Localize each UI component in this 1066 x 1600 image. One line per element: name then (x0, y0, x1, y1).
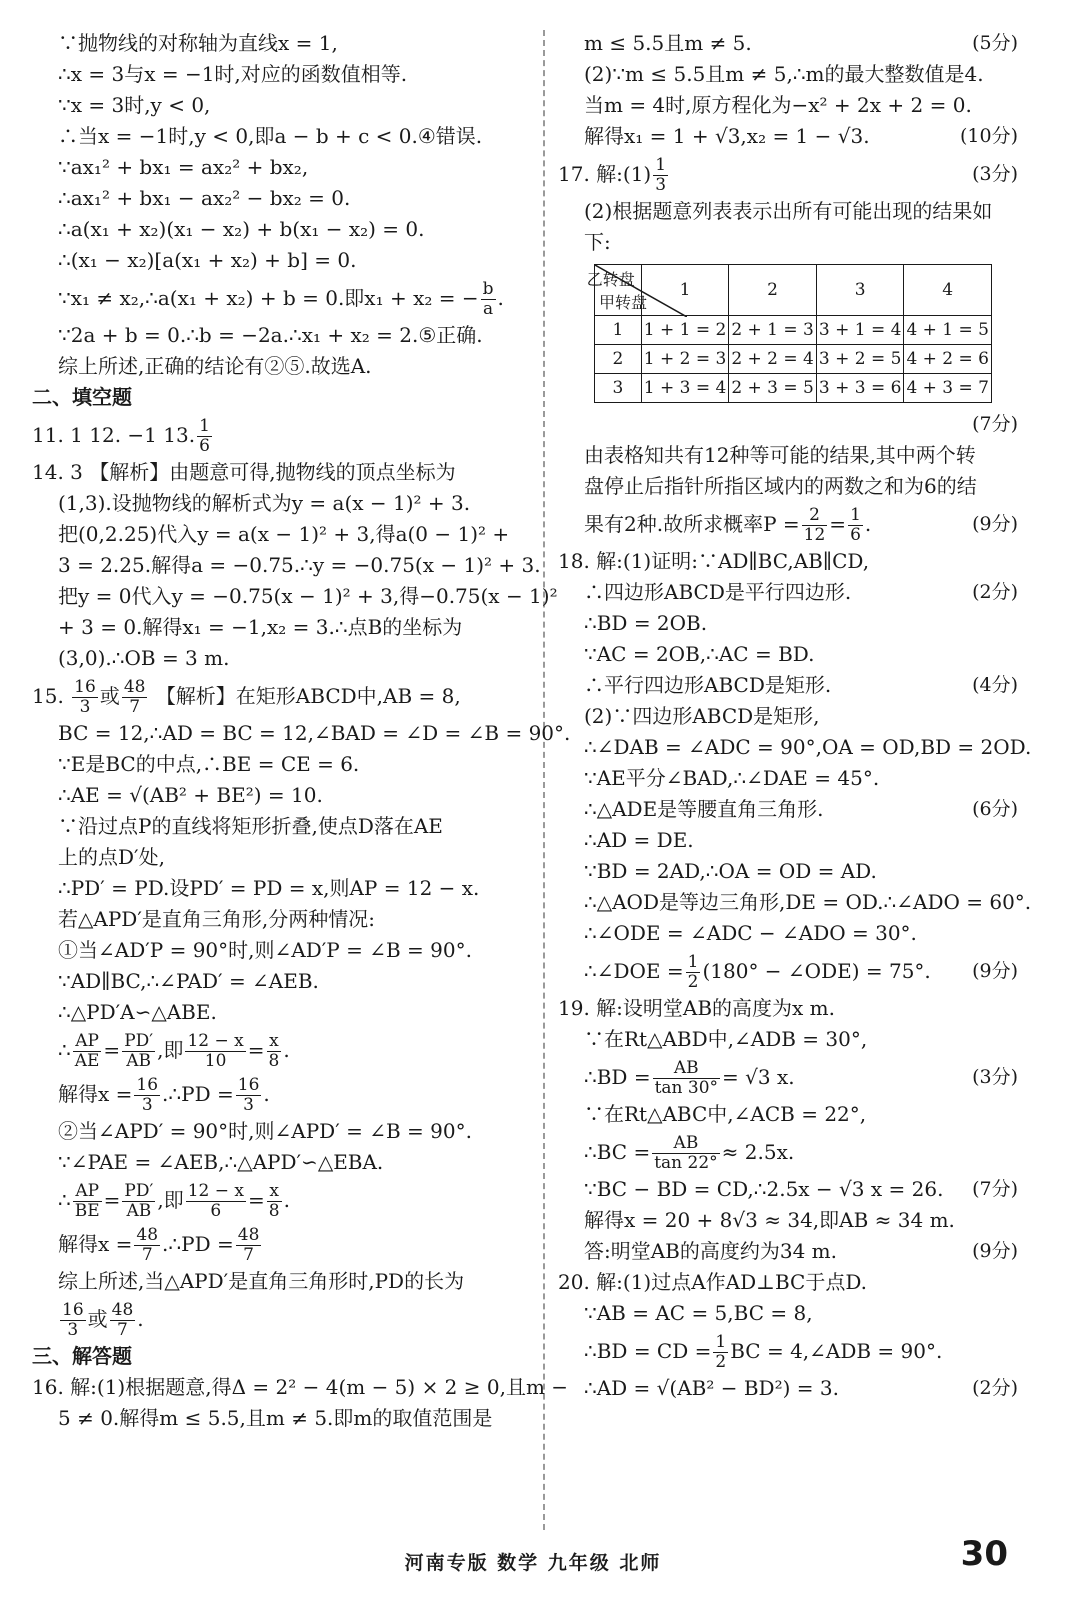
table-cell: 1 + 3 = 4 (641, 374, 729, 403)
formula-line: 解得x = $\frac{16}{3}$ .∴PD = $\frac{16}{3}$ . (58, 1075, 270, 1115)
fraction: $\frac{16}{3}$ (136, 1075, 159, 1115)
text-line: 盘停止后指针所指区域内的两数之和为6的结 (584, 474, 977, 498)
text-line: 上的点D′处, (58, 845, 165, 869)
page-footer: 河南专版 数学 九年级 北师 (404, 1552, 662, 1574)
text-line: ∴AE = √(AB² + BE²) = 10. (58, 783, 323, 807)
table-cell: 3 + 1 = 4 (816, 316, 904, 345)
formula-line: ∴∠DOE = $\frac{1}{2}$ (180° − ∠ODE) = 75°. (9分) (558, 949, 1018, 993)
formula-line: ∴ $\frac{AP}{AE}$ = $\frac{PD'}{AB}$ ,即 $\frac{12 - x}{10}$ = $\frac{x}{8}$ . (58, 1031, 290, 1071)
table-col-header: 3 (816, 265, 904, 316)
fraction: $\frac{PD'}{AB}$ (124, 1181, 154, 1221)
text-line: 20. 解:(1)过点A作AD⊥BC于点D. (558, 1270, 868, 1294)
fraction: $\frac{AB}{\tan 22^\circ}$ (654, 1133, 718, 1173)
text-line: ①当∠AD′P = 90°时,则∠AD′P = ∠B = 90°. (58, 938, 472, 962)
text-line: (2)∵m ≤ 5.5且m ≠ 5,∴m的最大整数值是4. (584, 62, 984, 86)
table-cell: 3 + 2 = 5 (816, 345, 904, 374)
text-line: ∵在Rt△ABD中,∠ADB = 30°, (584, 1027, 868, 1051)
table-cell: 1 + 2 = 3 (641, 345, 729, 374)
fraction: $\frac{16}{3}$ (74, 677, 96, 717)
text-line: ∴ax₁² + bx₁ − ax₂² − bx₂ = 0. (58, 186, 351, 210)
formula-line: ∴ $\frac{AP}{BE}$ = $\frac{PD'}{AB}$ ,即 $\frac{12 - x}{6}$ = $\frac{x}{8}$ . (58, 1181, 290, 1221)
formula-line: $\frac{16}{3}$ 或 $\frac{48}{7}$ . (62, 1300, 144, 1340)
fraction: $\frac{1}{6}$ (850, 505, 861, 545)
right-column (558, 28, 1032, 1404)
text-line: m ≤ 5.5且m ≠ 5. (5分) (558, 28, 1018, 59)
text-line: 若△APD′是直角三角形,分两种情况: (58, 907, 375, 931)
score: (9分) (972, 513, 1018, 535)
text-line: 综上所述,当△APD′是直角三角形时,PD的长为 (58, 1269, 465, 1293)
line-text: ∵x₁ ≠ x₂,∴a(x₁ + x₂) + b = 0.即x₁ + x₂ = − (58, 286, 479, 310)
score: (3分) (972, 1066, 1018, 1088)
score: (6分) (972, 798, 1018, 820)
text-line: 19. 解:设明堂AB的高度为x m. (558, 996, 836, 1020)
table-cell: 3 + 3 = 6 (816, 374, 904, 403)
text-line: 综上所述,正确的结论有②⑤.故选A. (58, 354, 372, 378)
text-line: ∵沿过点P的直线将矩形折叠,使点D落在AE (58, 814, 443, 838)
text-line: 由表格知共有12种等可能的结果,其中两个转 (584, 443, 976, 467)
text-line: ∴当x = −1时,y < 0,即a − b + c < 0.④错误. (58, 124, 483, 148)
text-line: 解得x = 20 + 8√3 ≈ 34,即AB ≈ 34 m. (584, 1208, 955, 1232)
formula-line: 解得x = $\frac{48}{7}$ .∴PD = $\frac{48}{7}$ (58, 1225, 260, 1265)
left-column (32, 28, 571, 1434)
text-line: 解得x₁ = 1 + √3,x₂ = 1 − √3. (10分) (558, 121, 1018, 152)
fraction: $\frac{x}{8}$ (268, 1031, 280, 1071)
fraction: $\frac{b}{a}$ (482, 279, 494, 319)
fraction: $\frac{x}{8}$ (268, 1181, 280, 1221)
score: (10分) (959, 125, 1018, 147)
text-line: (3,0).∴OB = 3 m. (58, 646, 230, 670)
answer-line: 15. $\frac{16}{3}$ 或 $\frac{48}{7}$ 【解析】在矩形ABCD中,AB = 8, (32, 677, 461, 717)
text-line: ∴∠DAB = ∠ADC = 90°,OA = OD,BD = 2OD. (584, 735, 1032, 759)
fraction: $\frac{1}{2}$ (687, 952, 699, 992)
text-line: ∵ax₁² + bx₁ = ax₂² + bx₂, (58, 155, 309, 179)
table-row (595, 316, 992, 345)
fraction: $\frac{12 - x}{6}$ (187, 1181, 244, 1221)
fraction: $\frac{48}{7}$ (111, 1300, 134, 1340)
text-line: ∴AD = DE. (584, 828, 694, 852)
fraction: $\frac{1}{3}$ (655, 155, 667, 195)
text-line: ∴(x₁ − x₂)[a(x₁ + x₂) + b] = 0. (58, 248, 357, 272)
text-line: (2)根据题意列表表示出所有可能出现的结果如下: (584, 199, 993, 254)
text-line: ∵∠PAE = ∠AEB,∴△APD′∽△EBA. (58, 1150, 384, 1174)
text-line: ∵E是BC的中点,∴BE = CE = 6. (58, 752, 360, 776)
fraction: $\frac{PD'}{AB}$ (124, 1031, 154, 1071)
text-line: ∵AC = 2OB,∴AC = BD. (584, 642, 815, 666)
text-line: 答:明堂AB的高度约为34 m. (9分) (558, 1236, 1018, 1267)
text-line: 18. 解:(1)证明:∵AD∥BC,AB∥CD, (558, 549, 870, 573)
fraction: $\frac{16}{3}$ (237, 1075, 260, 1115)
table-row-header: 3 (595, 374, 642, 403)
text-line: ∴△PD′A∽△ABE. (58, 1000, 217, 1024)
table-col-header: 2 (729, 265, 817, 316)
text-line: ∵AD∥BC,∴∠PAD′ = ∠AEB. (58, 969, 319, 993)
text-line: ∵x₁ ≠ x₂,∴a(x₁ + x₂) + b = 0.即x₁ + x₂ = − $\frac{b}{a}$ . (58, 279, 504, 319)
text-line: ∴BD = 2OB. (584, 611, 708, 635)
text-line: 把y = 0代入y = −0.75(x − 1)² + 3,得−0.75(x − 1)² (58, 584, 558, 608)
table-row (595, 374, 992, 403)
text-line: BC = 12,∴AD = BC = 12,∠BAD = ∠D = ∠B = 90°. (58, 721, 571, 745)
text-line: ∴x = 3与x = −1时,对应的函数值相等. (58, 62, 408, 86)
table-row (595, 345, 992, 374)
text-line: ∴a(x₁ + x₂)(x₁ − x₂) + b(x₁ − x₂) = 0. (58, 217, 425, 241)
text-line: 5 ≠ 0.解得m ≤ 5.5,且m ≠ 5.即m的取值范围是 (58, 1406, 493, 1430)
question-18 (558, 546, 1032, 949)
score: (7分) (972, 1178, 1018, 1200)
fraction: $\frac{48}{7}$ (237, 1225, 260, 1265)
score: (2分) (972, 1377, 1018, 1399)
text-line: (2)∵四边形ABCD是矩形, (584, 704, 820, 728)
table-col-header: 4 (904, 265, 992, 316)
text-line: ∵BD = 2AD,∴OA = OD = AD. (584, 859, 877, 883)
text-line: ∴PD′ = PD.设PD′ = PD = x,则AP = 12 − x. (58, 876, 480, 900)
table-col-header: 1 (641, 265, 729, 316)
table-row-header: 2 (595, 345, 642, 374)
text-line: ②当∠APD′ = 90°时,则∠APD′ = ∠B = 90°. (58, 1119, 472, 1143)
section-heading: 二、填空题 (32, 385, 132, 409)
formula-line: ∴BD = $\frac{AB}{\tan 30^\circ}$ = √3 x. (3分) (558, 1055, 1018, 1099)
formula-line: ∴BC = $\frac{AB}{\tan 22^\circ}$ ≈ 2.5x. (584, 1133, 795, 1173)
fraction: $\frac{48}{7}$ (136, 1225, 159, 1265)
fraction: $\frac{16}{3}$ (62, 1300, 84, 1340)
formula-line: 果有2种.故所求概率P = $\frac{2}{12}$ = $\frac{1}{6}$ . (9分) (558, 502, 1018, 546)
table-cell: 2 + 2 = 4 (729, 345, 817, 374)
fraction: $\frac{2}{12}$ (803, 505, 826, 545)
score: (2分) (972, 581, 1018, 603)
score: (9分) (972, 960, 1018, 982)
table-corner: 乙转盘 甲转盘 (595, 265, 642, 316)
text-line: (1,3).设抛物线的解析式为y = a(x − 1)² + 3. (58, 491, 471, 515)
text-line: ∴AD = √(AB² − BD²) = 3. (2分) (558, 1373, 1018, 1404)
score: (3分) (972, 163, 1018, 185)
text-line: ∵AE平分∠BAD,∴∠DAE = 45°. (584, 766, 880, 790)
text-line: ∴△AOD是等边三角形,DE = OD.∴∠ADO = 60°. (584, 890, 1032, 914)
score: (4分) (972, 674, 1018, 696)
text-line: 当m = 4时,原方程化为−x² + 2x + 2 = 0. (584, 93, 972, 117)
fraction: $\frac{AP}{AE}$ (74, 1031, 100, 1071)
text-line: ∴∠ODE = ∠ADC − ∠ADO = 30°. (584, 921, 917, 945)
table-row-header: 1 (595, 316, 642, 345)
table-cell: 1 + 1 = 2 (641, 316, 729, 345)
result-table (586, 264, 992, 403)
text-line: ∵2a + b = 0.∴b = −2a.∴x₁ + x₂ = 2.⑤正确. (58, 323, 483, 347)
text-line: ∴平行四边形ABCD是矩形. (4分) (558, 670, 1018, 701)
fraction: $\frac{1}{2}$ (715, 1332, 727, 1372)
text-line: ∵BC − BD = CD,∴2.5x − √3 x = 26. (7分) (558, 1174, 1018, 1205)
table-cell: 4 + 3 = 7 (904, 374, 992, 403)
score: (7分) (972, 413, 1018, 435)
score: (5分) (972, 32, 1018, 54)
table-cell: 4 + 2 = 6 (904, 345, 992, 374)
text-line: ∵AB = AC = 5,BC = 8, (584, 1301, 813, 1325)
fraction: $\frac{AP}{BE}$ (74, 1181, 100, 1221)
formula-line: ∴BD = CD = $\frac{1}{2}$ BC = 4,∠ADB = 90°. (584, 1332, 943, 1372)
text-line (558, 409, 1018, 440)
text-line: 17. 解:(1) $\frac{1}{3}$ (3分) (558, 152, 1018, 196)
table-cell: 4 + 1 = 5 (904, 316, 992, 345)
text-line: ∴△ADE是等腰直角三角形. (6分) (558, 794, 1018, 825)
table-cell: 2 + 1 = 3 (729, 316, 817, 345)
fraction: $\frac{12 - x}{10}$ (187, 1031, 244, 1071)
score: (9分) (972, 1240, 1018, 1262)
fraction: $\frac{AB}{\tan 30^\circ}$ (654, 1058, 719, 1098)
text-line: 3 = 2.25.解得a = −0.75.∴y = −0.75(x − 1)² + 3. (58, 553, 541, 577)
column-divider (543, 30, 545, 1530)
page-number: 30 (960, 1534, 1008, 1574)
text-line: ∴四边形ABCD是平行四边形. (2分) (558, 577, 1018, 608)
text-line: 14. 3 【解析】由题意可得,抛物线的顶点坐标为 (32, 460, 456, 484)
answer-line: 11. 1 12. −1 13. $\frac{1}{6}$ (32, 416, 210, 456)
text-line: ∵在Rt△ABC中,∠ACB = 22°, (584, 1102, 867, 1126)
text-line: 把(0,2.25)代入y = a(x − 1)² + 3,得a(0 − 1)² + (58, 522, 510, 546)
section-heading: 三、解答题 (32, 1344, 132, 1368)
text-line: ∵抛物线的对称轴为直线x = 1, (58, 31, 338, 55)
text-line: + 3 = 0.解得x₁ = −1,x₂ = 3.∴点B的坐标为 (58, 615, 463, 639)
text-line: ∵x = 3时,y < 0, (58, 93, 211, 117)
fraction: $\frac{1}{6}$ (199, 416, 210, 456)
fraction: $\frac{48}{7}$ (123, 677, 146, 717)
table-cell: 2 + 3 = 5 (729, 374, 817, 403)
text-line: 16. 解:(1)根据题意,得Δ = 2² − 4(m − 5) × 2 ≥ 0,且m − (32, 1375, 569, 1399)
